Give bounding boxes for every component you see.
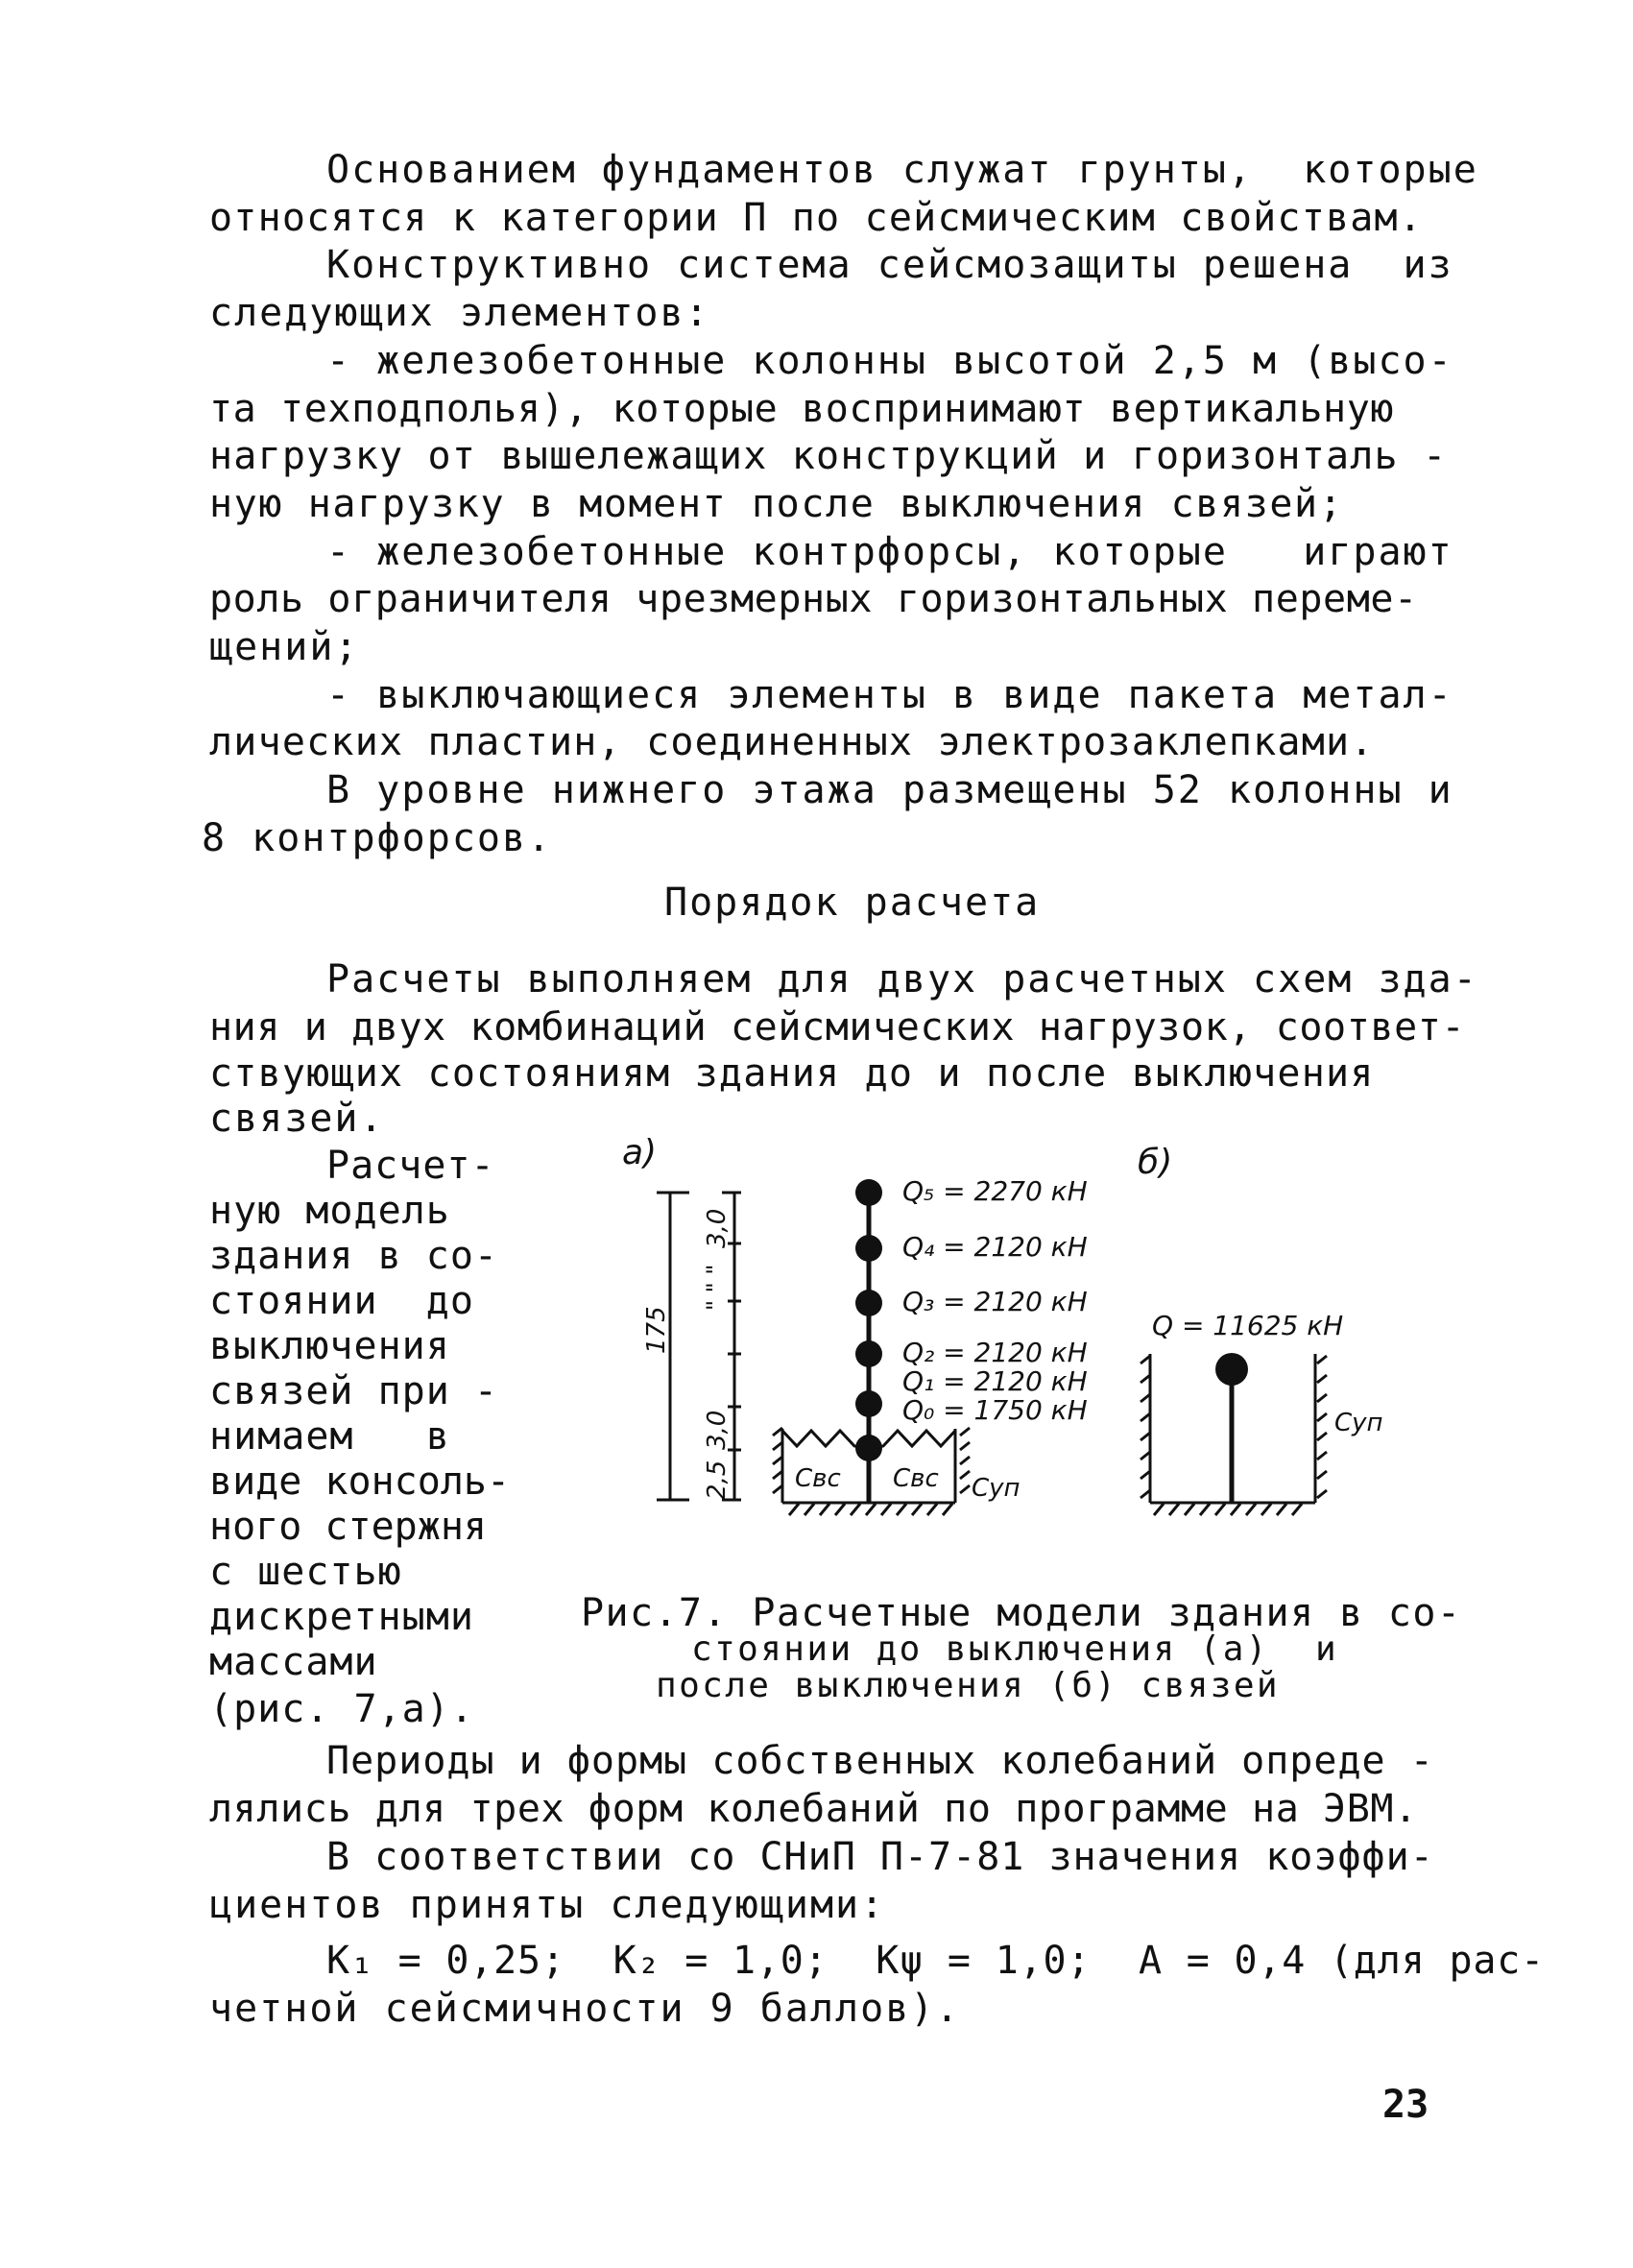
text-line: следующих элементов: bbox=[209, 291, 710, 335]
figure-caption: стоянии до выключения (а) и bbox=[691, 1629, 1339, 1669]
mass-q1 bbox=[855, 1390, 882, 1417]
figure-label-b: б) bbox=[1138, 1143, 1173, 1182]
figure-caption: после выключения (б) связей bbox=[656, 1666, 1280, 1705]
side-text-line: нимаем в bbox=[209, 1414, 450, 1459]
mass-label: Q₀ = 1750 кН bbox=[902, 1394, 1088, 1426]
figure-caption: Рис.7. Расчетные модели здания в со- bbox=[581, 1591, 1462, 1635]
mass-label: Q₁ = 2120 кН bbox=[902, 1365, 1088, 1397]
mass-q4 bbox=[855, 1235, 882, 1262]
text-line: лических пластин, соединенных электрозаклепками. bbox=[209, 720, 1375, 764]
text-line: 8 контрфорсов. bbox=[202, 816, 553, 860]
text-line: относятся к категории П по сейсмическим свойствам. bbox=[209, 196, 1424, 240]
spring-left-label: Свс bbox=[795, 1464, 841, 1493]
text-line: роль ограничителя чрезмерных горизонтальных переме- bbox=[209, 577, 1418, 621]
text-line: ния и двух комбинаций сейсмических нагрузок, соответ- bbox=[209, 1005, 1466, 1050]
mass-label: Q₅ = 2270 кН bbox=[902, 1175, 1088, 1207]
spring-right-label: Свс bbox=[893, 1464, 939, 1493]
side-text-line: ного стержня bbox=[209, 1505, 487, 1549]
side-text-line: здания в со- bbox=[209, 1234, 498, 1278]
side-text-line: виде консоль- bbox=[209, 1460, 511, 1504]
text-line: лялись для трех форм колебаний по программе на ЭВМ. bbox=[209, 1787, 1418, 1831]
page-number: 23 bbox=[1382, 2083, 1429, 2127]
text-line: та техподполья), которые воспринимают вертикальную bbox=[209, 387, 1395, 431]
side-text-line: стоянии до bbox=[209, 1279, 474, 1323]
text-line: четной сейсмичности 9 баллов). bbox=[209, 1987, 961, 2031]
side-text-line: дискретными bbox=[209, 1595, 474, 1639]
text-line: ствующих состояниям здания до и после выключения bbox=[209, 1051, 1375, 1096]
dim-bottom: 2,5 bbox=[703, 1460, 732, 1500]
mass-q5 bbox=[855, 1179, 882, 1206]
side-text-line: выключения bbox=[209, 1324, 450, 1368]
mass-label: Q₃ = 2120 кН bbox=[902, 1286, 1088, 1317]
figure-7 bbox=[576, 1123, 1421, 1546]
side-text-line: ную модель bbox=[209, 1189, 450, 1233]
text-line: К₁ = 0,25; К₂ = 1,0; Кψ = 1,0; А = 0,4 (для рас- bbox=[326, 1939, 1545, 1983]
text-line: щений; bbox=[209, 625, 360, 669]
mass-q3 bbox=[855, 1290, 882, 1316]
side-text-line: массами bbox=[209, 1640, 378, 1684]
text-line: - железобетонные контрфорсы, которые играют bbox=[326, 530, 1453, 574]
side-text-line: Расчет- bbox=[326, 1144, 495, 1188]
text-line: связей. bbox=[209, 1097, 385, 1141]
text-line: - железобетонные колонны высотой 2,5 м (высо- bbox=[326, 339, 1453, 383]
text-line: Основанием фундаментов служат грунты, которые bbox=[326, 148, 1478, 192]
section-title: Порядок расчета bbox=[664, 881, 1041, 925]
dim-top: 3,0 bbox=[703, 1208, 732, 1248]
dim-mid: 3,0 bbox=[703, 1410, 732, 1450]
dim-ditto: " " " bbox=[702, 1264, 729, 1311]
text-line: нагрузку от вышележащих конструкций и горизонталь - bbox=[209, 434, 1448, 478]
mass-label: Q₄ = 2120 кН bbox=[902, 1231, 1088, 1263]
mass-q2 bbox=[855, 1340, 882, 1367]
side-text-line: с шестью bbox=[209, 1550, 402, 1594]
figure-label-a: а) bbox=[622, 1133, 658, 1172]
text-line: Расчеты выполняем для двух расчетных схем зда- bbox=[326, 957, 1478, 1001]
side-text-line: связей при - bbox=[209, 1369, 498, 1413]
text-line: В уровне нижнего этажа размещены 52 колонны и bbox=[326, 768, 1453, 812]
text-line: Конструктивно система сейсмозащиты решена из bbox=[326, 243, 1453, 287]
spring-side-label-a: Суп bbox=[972, 1474, 1021, 1503]
text-line: ную нагрузку в момент после выключения связей; bbox=[209, 482, 1344, 526]
dim-total: 175 bbox=[642, 1306, 671, 1354]
spring-side-label-b: Суп bbox=[1334, 1409, 1383, 1437]
mass-b-label: Q = 11625 кН bbox=[1152, 1310, 1344, 1341]
text-line: - выключающиеся элементы в виде пакета метал- bbox=[326, 673, 1453, 717]
text-line: циентов приняты следующими: bbox=[209, 1883, 886, 1927]
mass-label: Q₂ = 2120 кН bbox=[902, 1337, 1088, 1368]
text-line: Периоды и формы собственных колебаний опреде - bbox=[326, 1739, 1434, 1783]
mass-b bbox=[1215, 1353, 1248, 1386]
text-line: В соответствии со СНиП П-7-81 значения коэффи- bbox=[326, 1835, 1434, 1879]
side-text-line: (рис. 7,а). bbox=[209, 1687, 474, 1731]
